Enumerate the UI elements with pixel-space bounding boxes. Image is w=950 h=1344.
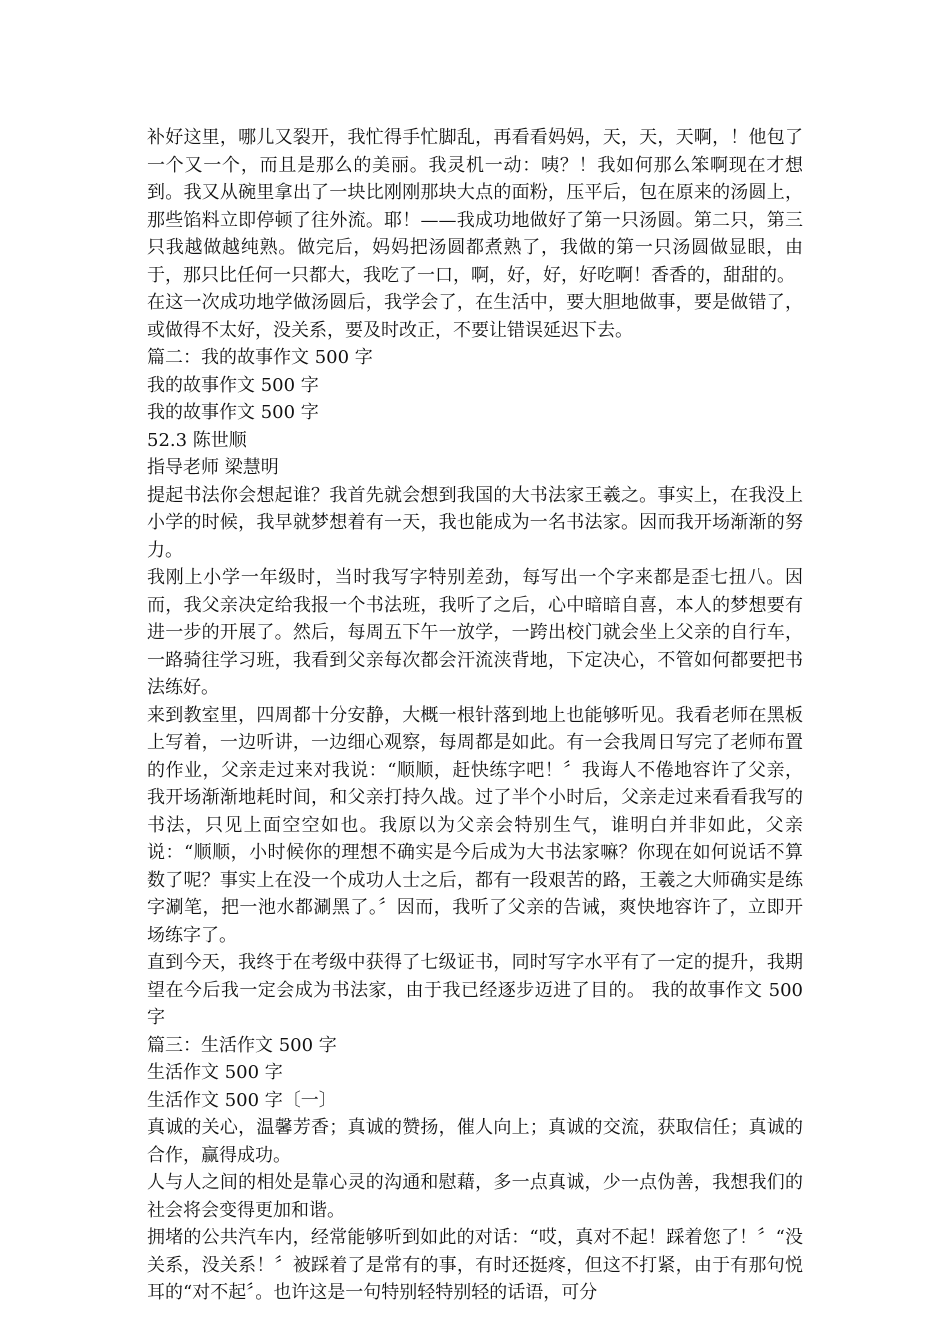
paragraph-classroom: 来到教室里，四周都十分安静，大概一根针落到地上也能够听见。我看老师在黑板上写着，一边听讲，一边细心观察，每周都是如此。有一会我周日写完了老师布置的作业，父亲走过来对我说：“顺顺，赶快练字吧！〞我诲人不倦地容许了父亲，我开场渐渐地耗时间，和父亲打持久战。过了半个小时后，父亲走过来看看我写的书法，只见上面空空如也。我原以为父亲会特别生气，谁明白并非如此，父亲说：“顺顺，小时候你的理想不确实是今后成为大书法家嘛？你现在如何说话不算数了呢？事实上在没一个成功人士之后，都有一段艰苦的路，王羲之大师确实是练字涮笔，把一池水都涮黑了。〞因而，我听了父亲的告诫，爽快地容许了，立即开场练字了。	[147, 704, 803, 946]
author-line: 52.3 陈世顺	[147, 429, 247, 451]
paragraph-bus-dialogue: 拥堵的公共汽车内，经常能够听到如此的对话：“哎，真对不起！踩着您了！〞“没关系，没关系！〞被踩着了是常有的事，有时还挺疼，但这不打紧，由于有那句悦耳的“对不起〞。也许这是一句特别轻特别轻的话语，可分	[147, 1227, 803, 1303]
essay-title-repeat: 我的故事作文 500 字	[147, 402, 319, 423]
teacher-line: 指导老师 梁慧明	[147, 457, 279, 478]
life-essay-subtitle: 生活作文 500 字〔一〕	[147, 1089, 337, 1111]
paragraph-sincerity: 真诚的关心，温馨芳香；真诚的赞扬，催人向上；真诚的交流，获取信任；真诚的合作，赢得成功。	[147, 1117, 803, 1166]
paragraph-relationships: 人与人之间的相处是靠心灵的沟通和慰藉，多一点真诚，少一点伪善，我想我们的社会将会变得更加和谐。	[147, 1172, 803, 1221]
paragraph-calligraphy-dream: 提起书法你会想起谁？我首先就会想到我国的大书法家王羲之。事实上，在我没上小学的时候，我早就梦想着有一天，我也能成为一名书法家。因而我开场渐渐的努力。	[147, 484, 803, 561]
paragraph-tangyuan-story: 补好这里，哪儿又裂开，我忙得手忙脚乱，再看看妈妈，天，天，天啊，！他包了一个又一个，而且是那么的美丽。我灵机一动：咦？！我如何那么笨啊现在才想到。我又从碗里拿出了一块比刚刚那块大点的面粉，压平后，包在原来的汤圆上，那些馅料立即停顿了往外流。耶！——我成功地做好了第一只汤圆。第二只，第三只我越做越纯熟。做完后，妈妈把汤圆都煮熟了，我做的第一只汤圆做显眼，由于，那只比任何一只都大，我吃了一口，啊，好，好，好吃啊！香香的，甜甜的。	[147, 127, 803, 286]
paragraph-first-grade: 我刚上小学一年级时，当时我写字特别差劲，每写出一个字来都是歪七扭八。因而，我父亲决定给我报一个书法班，我听了之后，心中暗暗自喜，本人的梦想要有进一步的开展了。然后，每周五下午一放学，一跨出校门就会坐上父亲的自行车，一路骑往学习班，我看到父亲每次都会汗流浃背地，下定决心，不管如何都要把书法练好。	[147, 567, 803, 698]
section-heading-part-three: 篇三：生活作文 500 字	[147, 1034, 337, 1056]
paragraph-certificate: 直到今天，我终于在考级中获得了七级证书，同时写字水平有了一定的提升，我期望在今后我一定会成为书法家，由于我已经逐步迈进了目的。 我的故事作文 500 字	[147, 952, 803, 1028]
document-body	[147, 124, 803, 1307]
essay-title: 我的故事作文 500 字	[147, 374, 319, 396]
paragraph-lesson-learned: 在这一次成功地学做汤圆后，我学会了，在生活中，要大胆地做事，要是做错了，或做得不太好，没关系，要及时改正，不要让错误延迟下去。	[147, 292, 803, 341]
life-essay-title: 生活作文 500 字	[147, 1062, 283, 1083]
section-heading-part-two: 篇二：我的故事作文 500 字	[147, 347, 373, 368]
